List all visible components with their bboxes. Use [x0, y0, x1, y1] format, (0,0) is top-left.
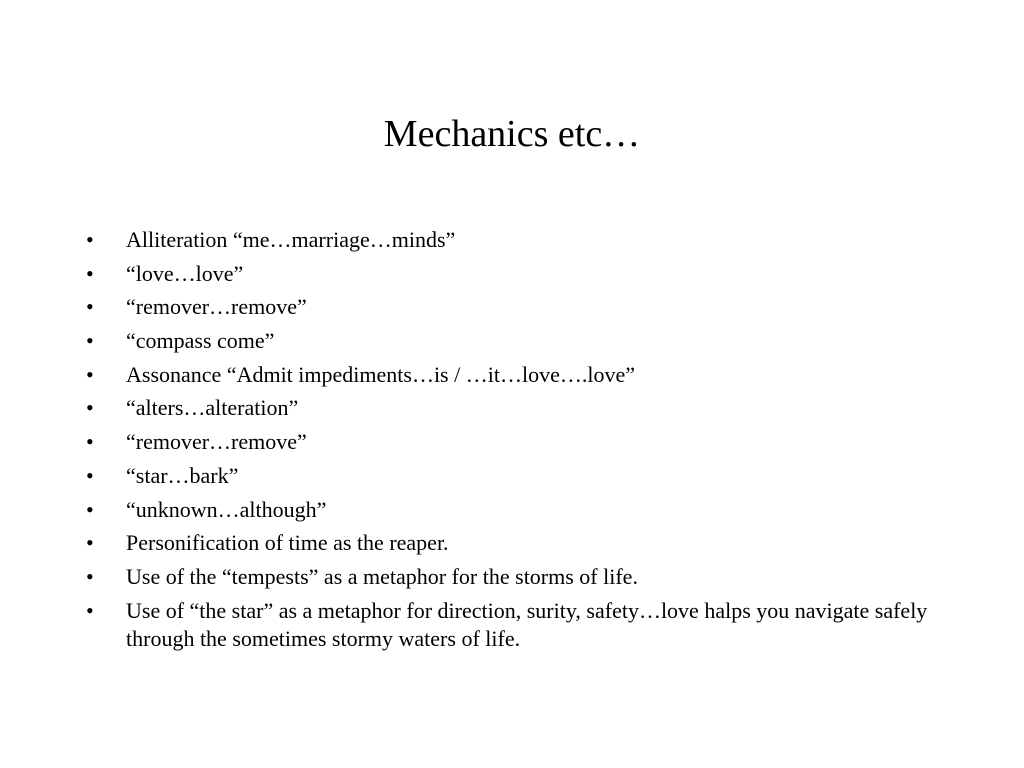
bullet-text: “love…love” — [126, 260, 244, 286]
bullet-text: Assonance “Admit impediments…is / …it…love….love” — [126, 361, 635, 387]
list-item — [86, 496, 946, 524]
list-item — [86, 462, 946, 490]
list-item — [86, 293, 946, 321]
list-item — [86, 327, 946, 355]
list-item — [86, 529, 946, 557]
bullet-icon: • — [86, 361, 94, 387]
bullet-text: Personification of time as the reaper. — [126, 530, 449, 556]
list-item — [86, 226, 946, 254]
slide-title: Mechanics etc… — [383, 113, 641, 155]
bullet-text: “unknown…although” — [126, 496, 327, 522]
bullet-text: “alters…alteration” — [126, 395, 299, 421]
list-item — [86, 563, 946, 591]
bullet-text: “star…bark” — [126, 462, 239, 488]
bullet-icon: • — [86, 227, 94, 252]
list-item — [86, 597, 946, 653]
bullet-text: Use of the “tempests” as a metaphor for the storms of life. — [126, 563, 638, 589]
bullet-icon: • — [86, 260, 94, 286]
bullet-icon: • — [86, 395, 94, 421]
bullet-icon: • — [86, 563, 94, 589]
bullet-icon: • — [86, 597, 94, 623]
bullet-list — [86, 226, 946, 658]
bullet-text: Use of “the star” as a metaphor for direction, surity, safety…love halps you navigate safely through the sometimes stormy waters of life. — [126, 597, 928, 651]
bullet-icon: • — [86, 328, 94, 354]
bullet-icon: • — [86, 294, 94, 320]
bullet-icon: • — [86, 462, 94, 488]
list-item — [86, 260, 946, 288]
bullet-text: “remover…remove” — [126, 294, 307, 320]
list-item — [86, 361, 946, 389]
list-item — [86, 394, 946, 422]
bullet-text: “compass come” — [126, 328, 275, 354]
bullet-text: Alliteration “me…marriage…minds” — [126, 227, 456, 252]
bullet-icon: • — [86, 496, 94, 522]
bullet-text: “remover…remove” — [126, 429, 307, 455]
list-item — [86, 428, 946, 456]
bullet-icon: • — [86, 530, 94, 556]
bullet-icon: • — [86, 429, 94, 455]
